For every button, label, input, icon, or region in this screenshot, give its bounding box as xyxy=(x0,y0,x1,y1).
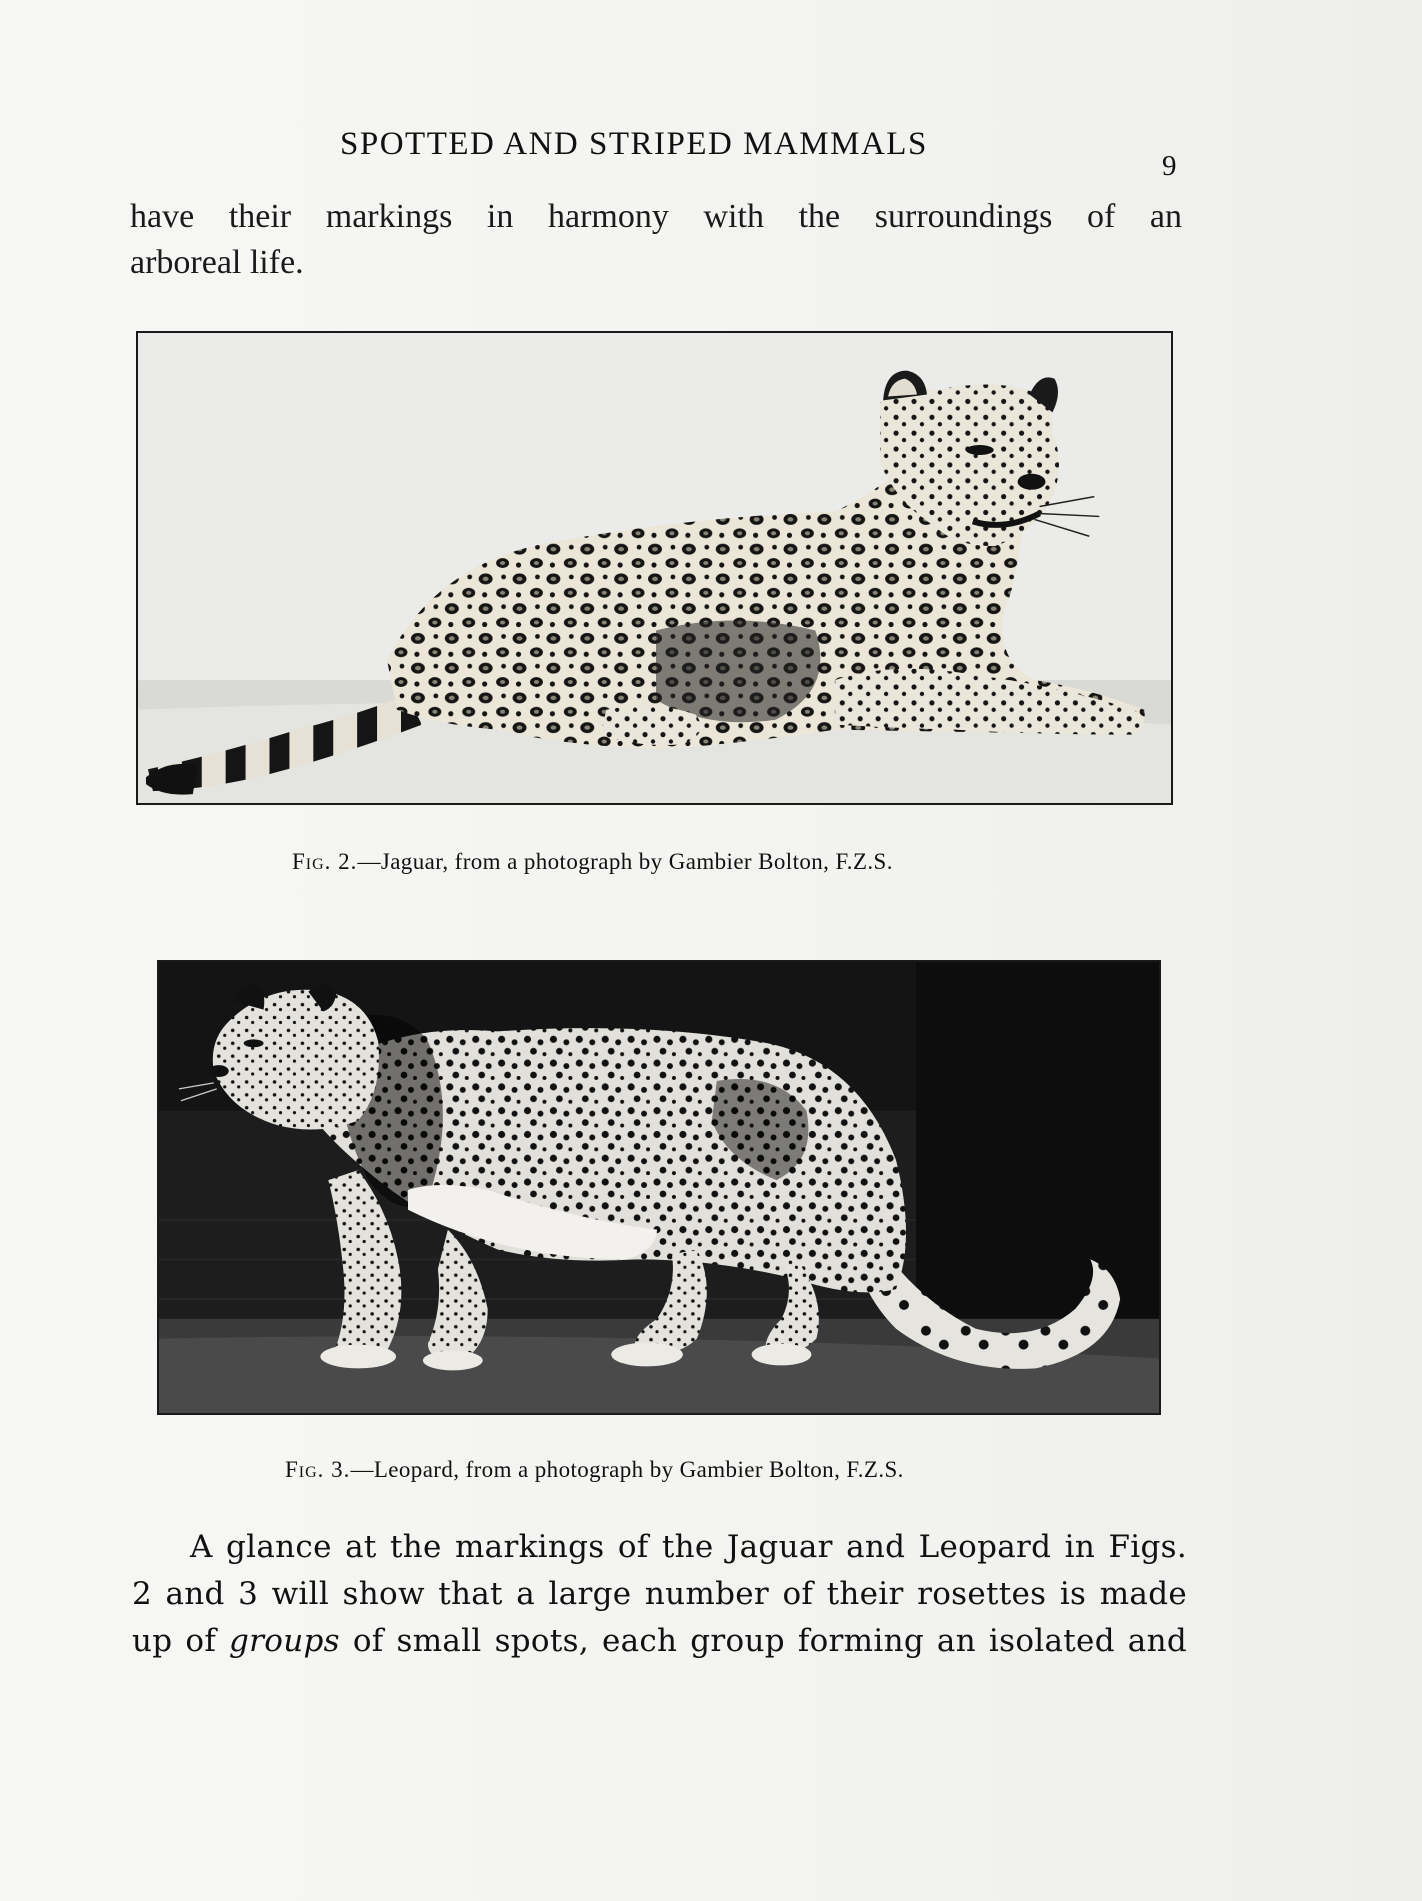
text-line: arboreal life. xyxy=(130,244,304,281)
text-line xyxy=(132,1618,1187,1665)
figure-label: Fig. 3. xyxy=(285,1457,351,1482)
paragraph-body xyxy=(132,1524,1187,1665)
leopard-photograph xyxy=(157,960,1161,1415)
caption-text: —Jaguar, from a photograph by Gambier Bolton, F.Z.S. xyxy=(357,849,893,874)
paragraph-continued xyxy=(130,194,1182,286)
text-fragment: up of xyxy=(132,1623,230,1659)
running-head: SPOTTED AND STRIPED MAMMALS xyxy=(340,126,928,162)
leopard-illustration xyxy=(159,962,1159,1413)
text-line: have their markings in harmony with the surroundings of an xyxy=(130,198,1182,235)
jaguar-photograph xyxy=(136,331,1173,805)
page-number: 9 xyxy=(1162,150,1177,182)
caption-text: —Leopard, from a photograph by Gambier Bolton, F.Z.S. xyxy=(350,1457,904,1482)
italic-emphasis: groups xyxy=(229,1623,340,1659)
figure-caption-leopard xyxy=(285,1457,904,1483)
figure-caption-jaguar xyxy=(292,849,893,875)
figure-label: Fig. 2. xyxy=(292,849,358,874)
text-line: 2 and 3 will show that a large number of their rosettes is made xyxy=(132,1576,1187,1612)
text-line xyxy=(132,1524,1187,1571)
text-fragment: A glance at the markings of the Jaguar and Leopard in Figs. xyxy=(190,1529,1187,1565)
text-fragment: of small spots, each group forming an isolated and xyxy=(339,1623,1187,1659)
jaguar-illustration xyxy=(138,333,1171,803)
